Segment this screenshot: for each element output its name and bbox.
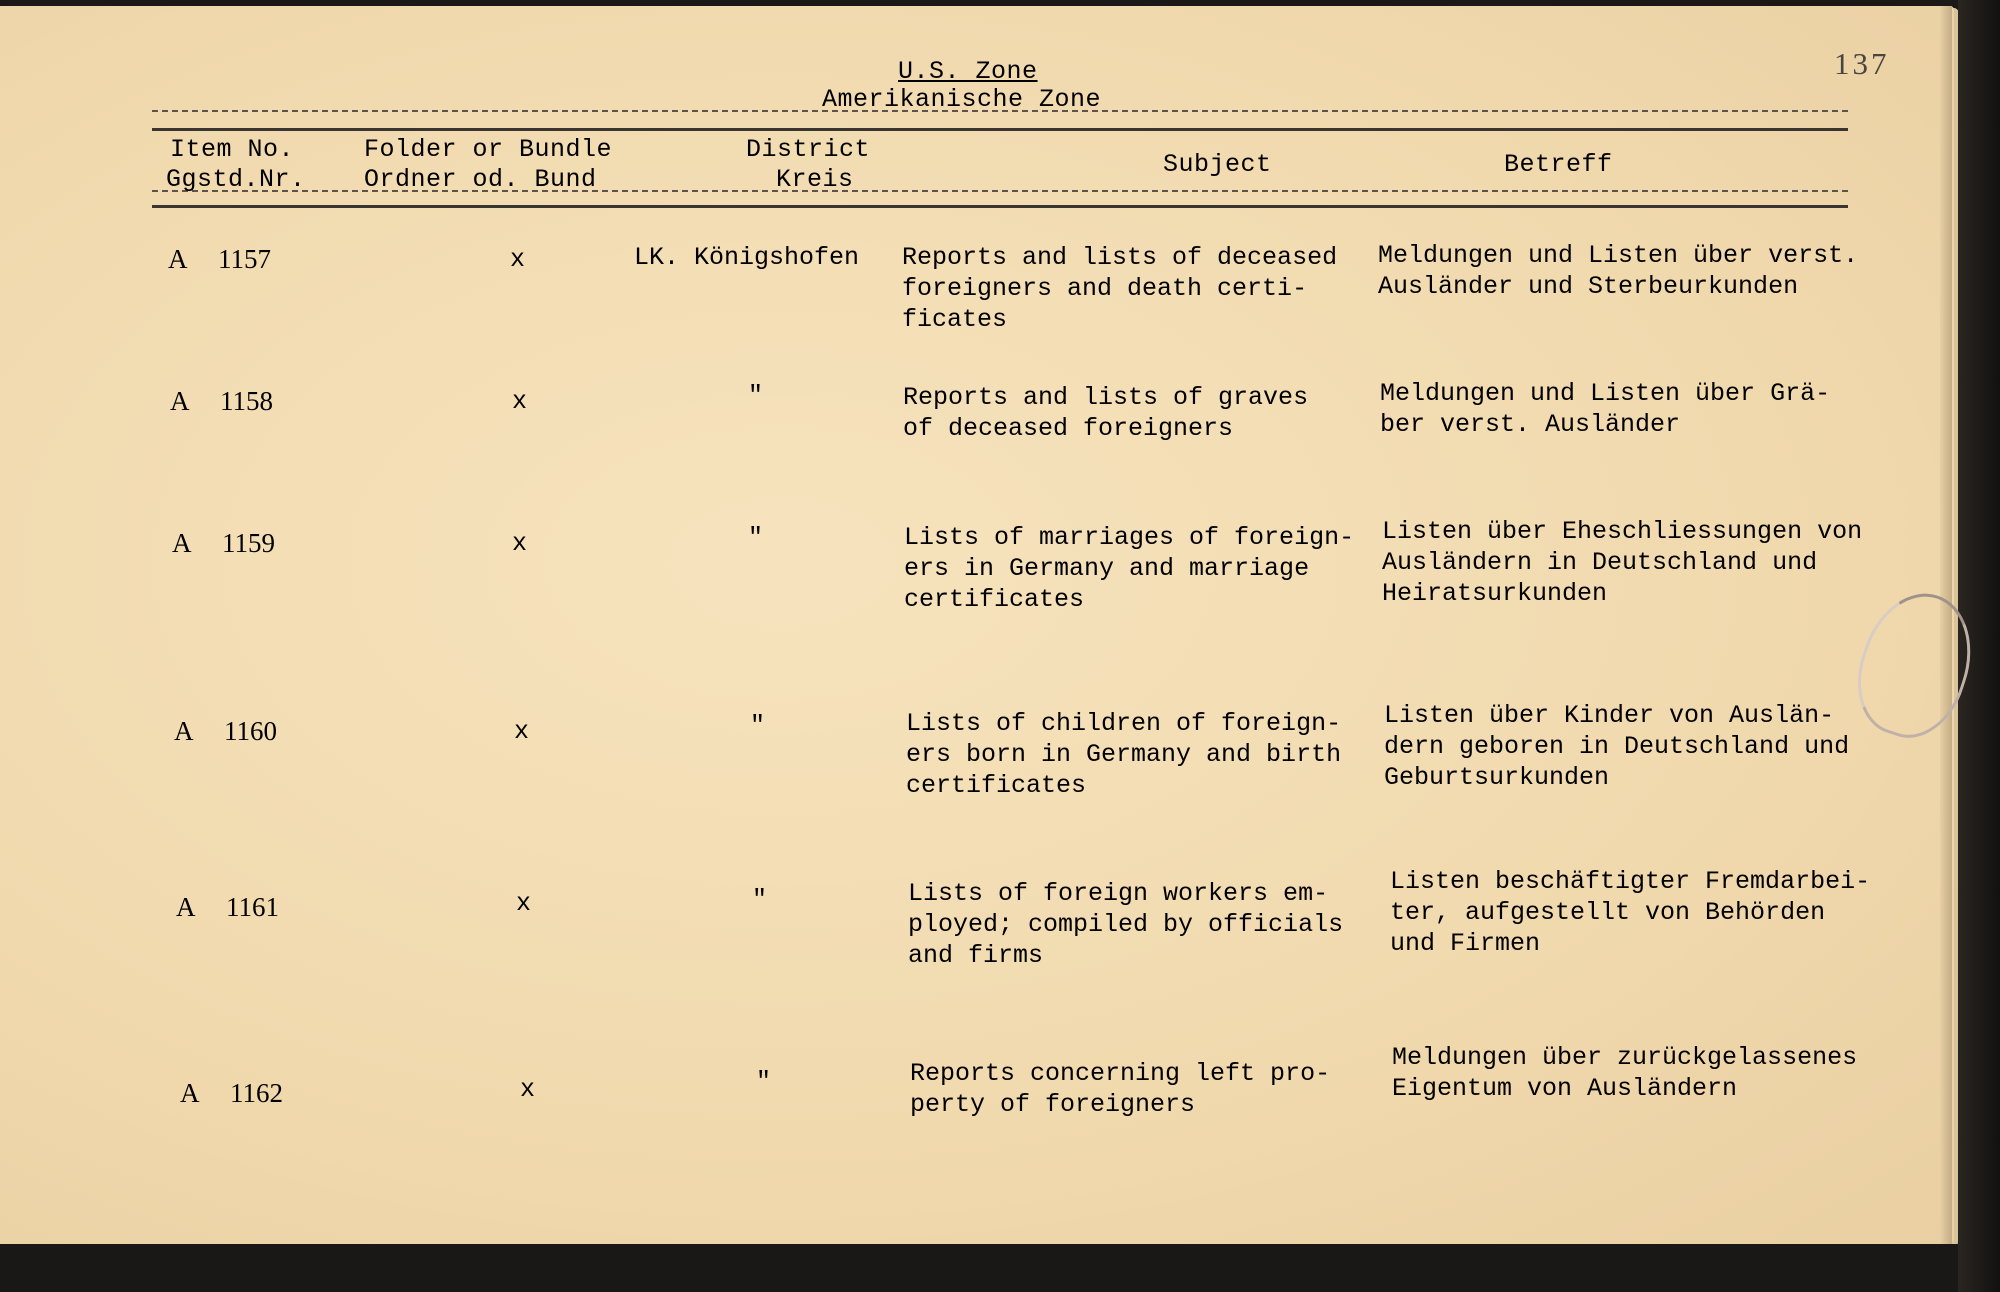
row-2-number: 1158 <box>220 386 273 416</box>
row-5-number: 1161 <box>226 892 279 922</box>
row-2-prefix: A <box>170 386 190 416</box>
row-3-subject: Lists of marriages of foreign- ers in Germany and marriage certificates <box>904 523 1355 614</box>
row-4-betreff: Listen über Kinder von Auslän- dern geboren in Deutschland und Geburtsurkunden <box>1384 701 1850 792</box>
col-district-de: Kreis <box>776 165 854 194</box>
background-bottom <box>0 1244 2000 1292</box>
page-number: 137 <box>1834 46 1890 81</box>
row-5-subject: Lists of foreign workers em- ployed; compiled by officials and firms <box>908 879 1344 970</box>
row-4-number: 1160 <box>224 716 277 746</box>
row-4-prefix: A <box>174 716 194 746</box>
row-3-betreff: Listen über Eheschliessungen von Ausländern in Deutschland und Heiratsurkunden <box>1382 517 1863 608</box>
col-subject: Subject <box>1163 150 1272 179</box>
row-1-prefix: A <box>168 244 188 274</box>
col-folder-en: Folder or Bundle <box>364 135 613 164</box>
col-district-en: District <box>746 135 871 164</box>
row-4-district: " <box>750 711 766 740</box>
row-3-folder: x <box>512 529 528 558</box>
row-1-number: 1157 <box>218 244 271 274</box>
row-6-district: " <box>756 1067 772 1096</box>
row-5-prefix: A <box>176 892 196 922</box>
row-2-district: " <box>748 381 764 410</box>
bottom-rule <box>152 205 1848 208</box>
row-3-prefix: A <box>172 528 192 558</box>
col-item-de: Ggstd.Nr. <box>166 165 306 194</box>
col-folder-de: Ordner od. Bund <box>364 165 597 194</box>
row-2-betreff: Meldungen und Listen über Grä- ber verst. Ausländer <box>1380 379 1831 439</box>
row-5-betreff: Listen beschäftigter Fremdarbei- ter, aufgestellt von Behörden und Firmen <box>1390 867 1871 958</box>
row-6-betreff: Meldungen über zurückgelassenes Eigentum von Ausländern <box>1392 1043 1858 1103</box>
row-3-number: 1159 <box>222 528 275 558</box>
row-2-folder: x <box>512 387 528 416</box>
row-6-folder: x <box>520 1075 536 1104</box>
row-4-folder: x <box>514 717 530 746</box>
row-3-district: " <box>748 523 764 552</box>
col-item-en: Item No. <box>170 135 295 164</box>
row-6-subject: Reports concerning left pro- perty of foreigners <box>910 1059 1331 1119</box>
row-5-district: " <box>752 885 768 914</box>
row-2-subject: Reports and lists of graves of deceased foreigners <box>903 383 1309 443</box>
row-1-betreff: Meldungen und Listen über verst. Ausländer und Sterbeurkunden <box>1378 241 1859 301</box>
row-1-subject: Reports and lists of deceased foreigners and death certi- ficates <box>902 243 1338 334</box>
zone-subtitle: Amerikanische Zone <box>822 85 1102 114</box>
row-1-district: LK. Königshofen <box>634 243 860 272</box>
header-dash-line <box>152 110 1848 112</box>
col-betreff: Betreff <box>1504 150 1613 179</box>
row-6-prefix: A <box>180 1078 200 1108</box>
row-1-folder: x <box>510 245 526 274</box>
top-rule <box>152 128 1848 131</box>
zone-title: U.S. Zone <box>898 57 1038 86</box>
row-4-subject: Lists of children of foreign- ers born in Germany and birth certificates <box>906 709 1342 800</box>
row-6-number: 1162 <box>230 1078 283 1108</box>
row-5-folder: x <box>516 889 532 918</box>
